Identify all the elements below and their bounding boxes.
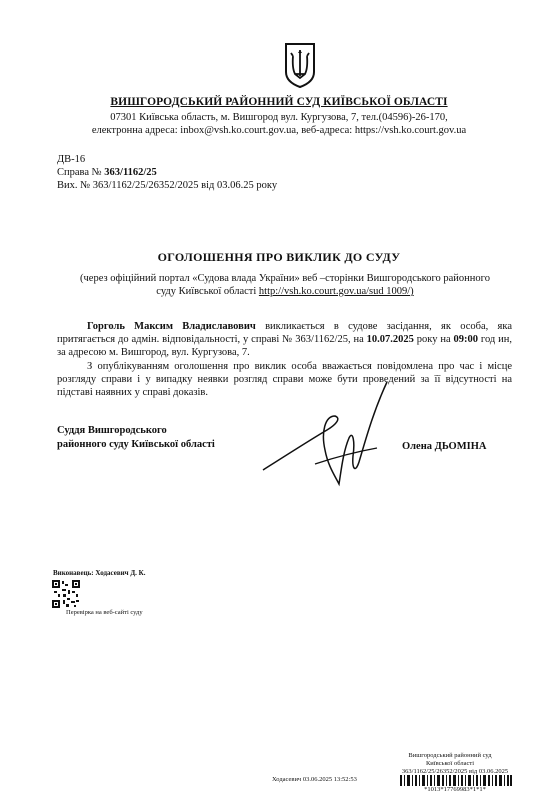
court-address: 07301 Київська область, м. Вишгород вул. Кургузова, 7, тел.(04596)-26-170, bbox=[110, 112, 448, 123]
portal-link[interactable]: http://vsh.ko.court.gov.ua/sud 1009/) bbox=[258, 286, 414, 297]
timestamp: Ходасевич 03.06.2025 13:52:53 bbox=[272, 776, 357, 783]
portal-note-text: (через офіційний портал «Судова влада України» веб –сторінки Вишгородського районного суду Київської області bbox=[80, 273, 490, 297]
summons-paragraph bbox=[57, 320, 512, 359]
case-number-value: 363/1162/25 bbox=[104, 167, 157, 178]
judge-title-line1: Суддя Вишгородського bbox=[57, 425, 167, 436]
notice-paragraph: З опублікуванням оголошення про виклик особа вважається повідомлена про час і місце розгляду справи і у випадку неявки розгляд справи може бути проведений за її відсутності на підставі наявних у справі доказів. bbox=[57, 361, 512, 398]
case-label: Справа № bbox=[57, 167, 105, 178]
outgoing-number: Вих. № 363/1162/25/26352/2025 від 03.06.25 року bbox=[57, 180, 278, 191]
court-name: ВИШГОРОДСЬКИЙ РАЙОННИЙ СУД КИЇВСЬКОЇ ОБЛАСТІ bbox=[110, 96, 448, 108]
coat-of-arms-icon bbox=[283, 42, 317, 88]
case-number bbox=[57, 166, 157, 179]
court-contacts: електронна адреса: inbox@vsh.ko.court.gov.ua, веб-адреса: https://vsh.ko.court.gov.ua bbox=[91, 125, 467, 136]
stamp-line-2: Київської області bbox=[425, 760, 475, 767]
qr-code-icon[interactable] bbox=[52, 580, 80, 608]
stamp-line-1: Вишгородський районний суд bbox=[408, 752, 492, 759]
stamp-line-3: 363/1162/25/26352/2025 від 03.06.2025 bbox=[390, 768, 520, 775]
hearing-date: 10.07.2025 bbox=[366, 334, 414, 345]
hearing-time: 09:00 bbox=[453, 334, 479, 345]
judge-title-line2: районного суду Київської області bbox=[57, 439, 215, 450]
executor: Виконавець: Ходасевич Д. К. bbox=[53, 569, 146, 577]
summons-text-a: викликається в судове засідання, як особа, яка притягається до адмін. відповідальності, у справі № 363/1162/25, на bbox=[57, 321, 512, 345]
summons-text-b: року на bbox=[413, 334, 454, 345]
stamp-line-4: *1013*17769983*1*1* bbox=[400, 786, 510, 793]
person-name: Горголь Максим Владиславович bbox=[87, 321, 256, 332]
page-title: ОГОЛОШЕННЯ ПРО ВИКЛИК ДО СУДУ bbox=[157, 250, 401, 264]
portal-note bbox=[70, 272, 500, 298]
handwritten-signature bbox=[255, 372, 395, 492]
summons-text-c: год ин, за адресою м. Вишгород, вул. Кургузова, 7. bbox=[57, 334, 513, 358]
judge-title bbox=[57, 424, 215, 452]
qr-note: Перевірка на веб-сайті суду bbox=[66, 609, 143, 616]
judge-name: Олена ДЬОМІНА bbox=[402, 441, 487, 452]
form-code: ДВ-16 bbox=[57, 154, 86, 165]
